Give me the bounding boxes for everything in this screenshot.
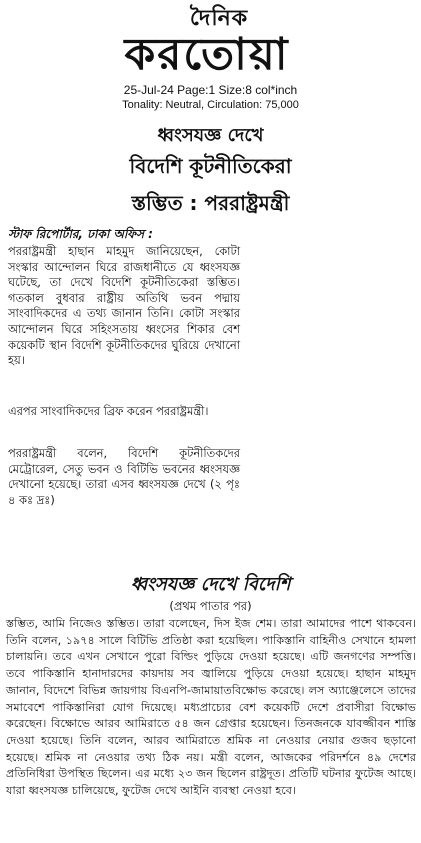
headline-line-3: স্তম্ভিত : পররাষ্ট্রমন্ত্রী xyxy=(131,191,290,215)
continuation-paragraph: স্তম্ভিত, আমি নিজেও স্তম্ভিত। তারা বলেছেন, দিস ইজ শেম। তারা আমাদের পাশে থাকবেন। তিনি বলেন, ১৯৭৪ সালে বিটিভি প্রতিষ্ঠা করা হয়েছিল। পাকিস্তানি বাহিনীও সেখানে হামলা চালায়নি। তবে এখন সেখানে পুরো বিল্ডিং পুড়িয়ে দেওয়া হয়েছে। এটি জনগণের সম্পত্তি। তবে পাকিস্তানি হানাদারদের কায়দায় সব জ্বালিয়ে পুড়িয়ে দেওয়া হয়েছে। হাছান মাহমুদ জানান, বিদেশে বিভিন্ন জায়গায় বিএনপি-জামায়াতবিক্ষোভ করেছে। লস অ্যাঞ্জেলেসে তাদের সমাবেশে পাকিস্তানিরা যোগ দিয়েছে। মধ্যপ্রাচ্যের বেশ কয়েকটি দেশে প্রবাসীরা বিক্ষোভ করেছেন। বিক্ষোভে আরব আমিরাতে ৫৪ জন গ্রেপ্তার হয়েছেন। তিনজনকে যাবজ্জীবন শাস্তি দেওয়া হয়েছে। তিনি বলেন, আরব আমিরাতে শ্রমিক না নেওয়ার নেয়ার গুজব ছড়ানো হয়েছে। শ্রমিক না নেওয়ার তথ্য ঠিক নয়। মন্ত্রী বলেন, আজকের পরিদর্শনে ৪৯ দেশের প্রতিনিধিরা উপস্থিত ছিলেন। এর মধ্যে ২৩ জন ছিলেন রাষ্ট্রদূত। প্রতিটি ঘটনার ফুটেজ আছে। যারা ধ্বংসযজ্ঞ চালিয়েছে, ফুটেজ দেখে আইনি ব্যবস্থা নেওয়া হবে। xyxy=(6,617,416,798)
article-paragraph-1: পররাষ্ট্রমন্ত্রী হাছান মাহমুদ জানিয়েছেন, কোটা সংস্কার আন্দোলন ঘিরে রাজধানীতে যে ধ্বংসযজ্ঞ ঘটেছে, তা দেখে বিদেশি কূটনীতিকেরা স্তম্ভিত। গতকাল বুধবার রাষ্ট্রীয় অতিথি ভবন পদ্মায় সাংবাদিকদের এ তথ্য জানান তিনি। কোটা সংস্কার আন্দোলন ঘিরে সহিংসতায় ধ্বংসের শিকার বেশ কয়েকটি স্থান বিদেশি কূটনীতিকদের ঘুরিয়ে দেখানো হয়। xyxy=(8,244,240,368)
masthead-title: করতোয়া xyxy=(124,29,290,80)
article-paragraph-2: এরপর সাংবাদিকদের ব্রিফ করেন পররাষ্ট্রমন্ত্রী। xyxy=(8,404,209,418)
continuation-subheading: (প্রথম পাতার পর) xyxy=(169,599,252,613)
masthead-subtitle: দৈনিক xyxy=(189,6,249,31)
headline-line-2: বিদেশি কূটনীতিকেরা xyxy=(129,154,292,178)
clipping-meta-size: 25-Jul-24 Page:1 Size:8 col*inch xyxy=(123,83,298,97)
headline-line-1: ধ্বংসযজ্ঞ দেখে xyxy=(157,125,264,146)
byline: স্টাফ রিপোর্টার, ঢাকা অফিস : xyxy=(8,227,153,241)
article-paragraph-3: পররাষ্ট্রমন্ত্রী বলেন, বিদেশি কূটনীতিকদের মেট্রোরেল, সেতু ভবন ও বিটিভি ভবনের ধ্বংসযজ্ঞ দেখানো হয়েছে। তারা এসব ধ্বংসযজ্ঞ দেখে (২ পৃঃ ৪ কঃ দ্রঃ) xyxy=(8,446,240,507)
continuation-heading: ধ্বংসযজ্ঞ দেখে বিদেশি xyxy=(130,574,291,595)
clipping-meta-tonality: Tonality: Neutral, Circulation: 75,000 xyxy=(122,99,299,111)
